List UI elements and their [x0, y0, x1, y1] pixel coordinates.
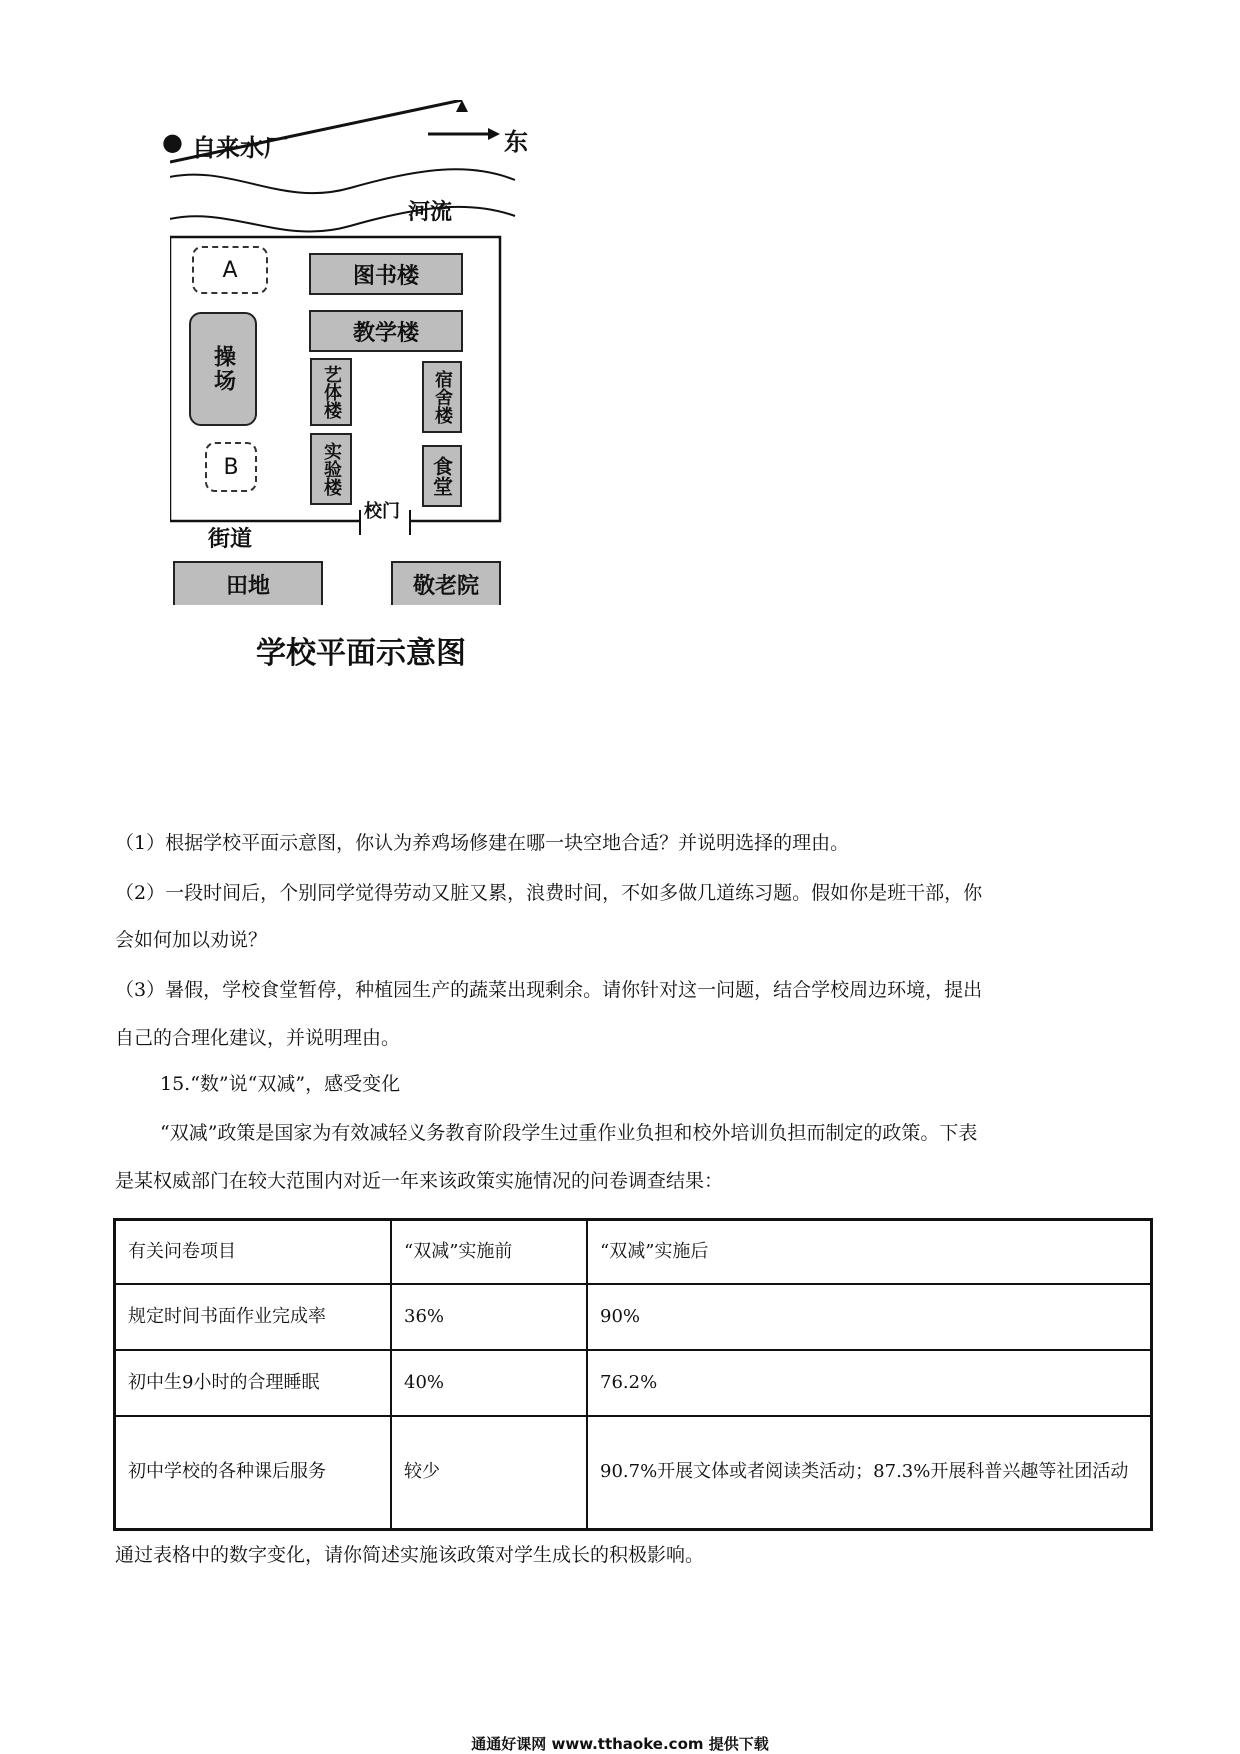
q15-intro-line-2: 是某权威部门在较大范围内对近一年来该政策实施情况的问卷调查结果： [115, 1170, 724, 1192]
question-1: （1）根据学校平面示意图，你认为养鸡场修建在哪一块空地合适？并说明选择的理由。 [115, 832, 850, 854]
table-row [115, 1284, 1152, 1350]
canteen-label: 食堂 [429, 456, 454, 496]
arts-building [310, 358, 352, 426]
plot-b-label: B [223, 454, 239, 480]
table-header-cell: 有关问卷项目 [115, 1220, 392, 1284]
compass-east-arrow [488, 128, 500, 140]
table-cell: 初中学校的各种课后服务 [115, 1416, 392, 1530]
table-row [115, 1350, 1152, 1416]
dorm-building [422, 361, 462, 433]
question-3-line-1: （3）暑假，学校食堂暂停，种植园生产的蔬菜出现剩余。请你针对这一问题，结合学校周边环境，提出 [115, 979, 983, 1001]
field-area [173, 561, 323, 605]
table-header-cell: “双减”实施后 [587, 1220, 1152, 1284]
river-label: 河流 [408, 200, 453, 225]
canteen-building [422, 445, 462, 507]
footer-source: 通通好课网 www.tthaoke.com 提供下载 [471, 1735, 769, 1753]
arts-label: 艺体楼 [321, 365, 342, 419]
table-header-cell: “双减”实施前 [391, 1220, 587, 1284]
playground [189, 312, 257, 426]
map-caption: 学校平面示意图 [256, 636, 466, 671]
school-map [162, 100, 590, 740]
plot-a [192, 246, 268, 294]
teaching-label: 教学楼 [352, 320, 419, 346]
library-building [309, 253, 463, 295]
survey-table [113, 1218, 1153, 1531]
table-cell: 40% [391, 1350, 587, 1416]
dorm-label: 宿舍楼 [432, 370, 453, 424]
teaching-building [309, 310, 463, 352]
lab-building [310, 433, 352, 505]
river-bank-north [170, 169, 515, 193]
nursing-home [391, 561, 501, 605]
plot-b [205, 442, 257, 492]
question-2-line-1: （2）一段时间后，个别同学觉得劳动又脏又累，浪费时间，不如多做几道练习题。假如你是班干部，你 [115, 882, 983, 904]
table-cell: 36% [391, 1284, 587, 1350]
nursing-home-label: 敬老院 [412, 573, 479, 599]
river-bank-south [170, 207, 515, 232]
q15-title: 15.“数”说“双减”，感受变化 [160, 1073, 401, 1095]
table-row [115, 1416, 1152, 1530]
playground-label: 操场 [210, 345, 236, 393]
gate-label: 校门 [364, 501, 400, 522]
table-cell: 规定时间书面作业完成率 [115, 1284, 392, 1350]
waterworks-dot: ● [162, 128, 183, 156]
plot-a-label: A [222, 257, 238, 283]
street-label: 街道 [208, 527, 253, 552]
table-cell: 76.2% [587, 1350, 1152, 1416]
q15-prompt: 通过表格中的数字变化，请你简述实施该政策对学生成长的积极影响。 [115, 1544, 705, 1566]
table-header-row [115, 1220, 1152, 1284]
table-cell: 90% [587, 1284, 1152, 1350]
question-3-line-2: 自己的合理化建议，并说明理由。 [115, 1027, 401, 1049]
question-2-line-2: 会如何加以劝说？ [115, 929, 268, 951]
table-cell: 较少 [391, 1416, 587, 1530]
table-cell: 初中生9小时的合理睡眠 [115, 1350, 392, 1416]
field-label: 田地 [225, 573, 270, 599]
east-label: 东 [504, 128, 528, 156]
table-cell: 90.7%开展文体或者阅读类活动；87.3%开展科普兴趣等社团活动 [587, 1416, 1152, 1530]
library-label: 图书楼 [352, 263, 419, 289]
q15-intro-line-1: “双减”政策是国家为有效减轻义务教育阶段学生过重作业负担和校外培训负担而制定的政策。下表 [160, 1122, 978, 1144]
waterworks-label: 自来水厂 [192, 134, 288, 162]
lab-label: 实验楼 [321, 442, 342, 496]
